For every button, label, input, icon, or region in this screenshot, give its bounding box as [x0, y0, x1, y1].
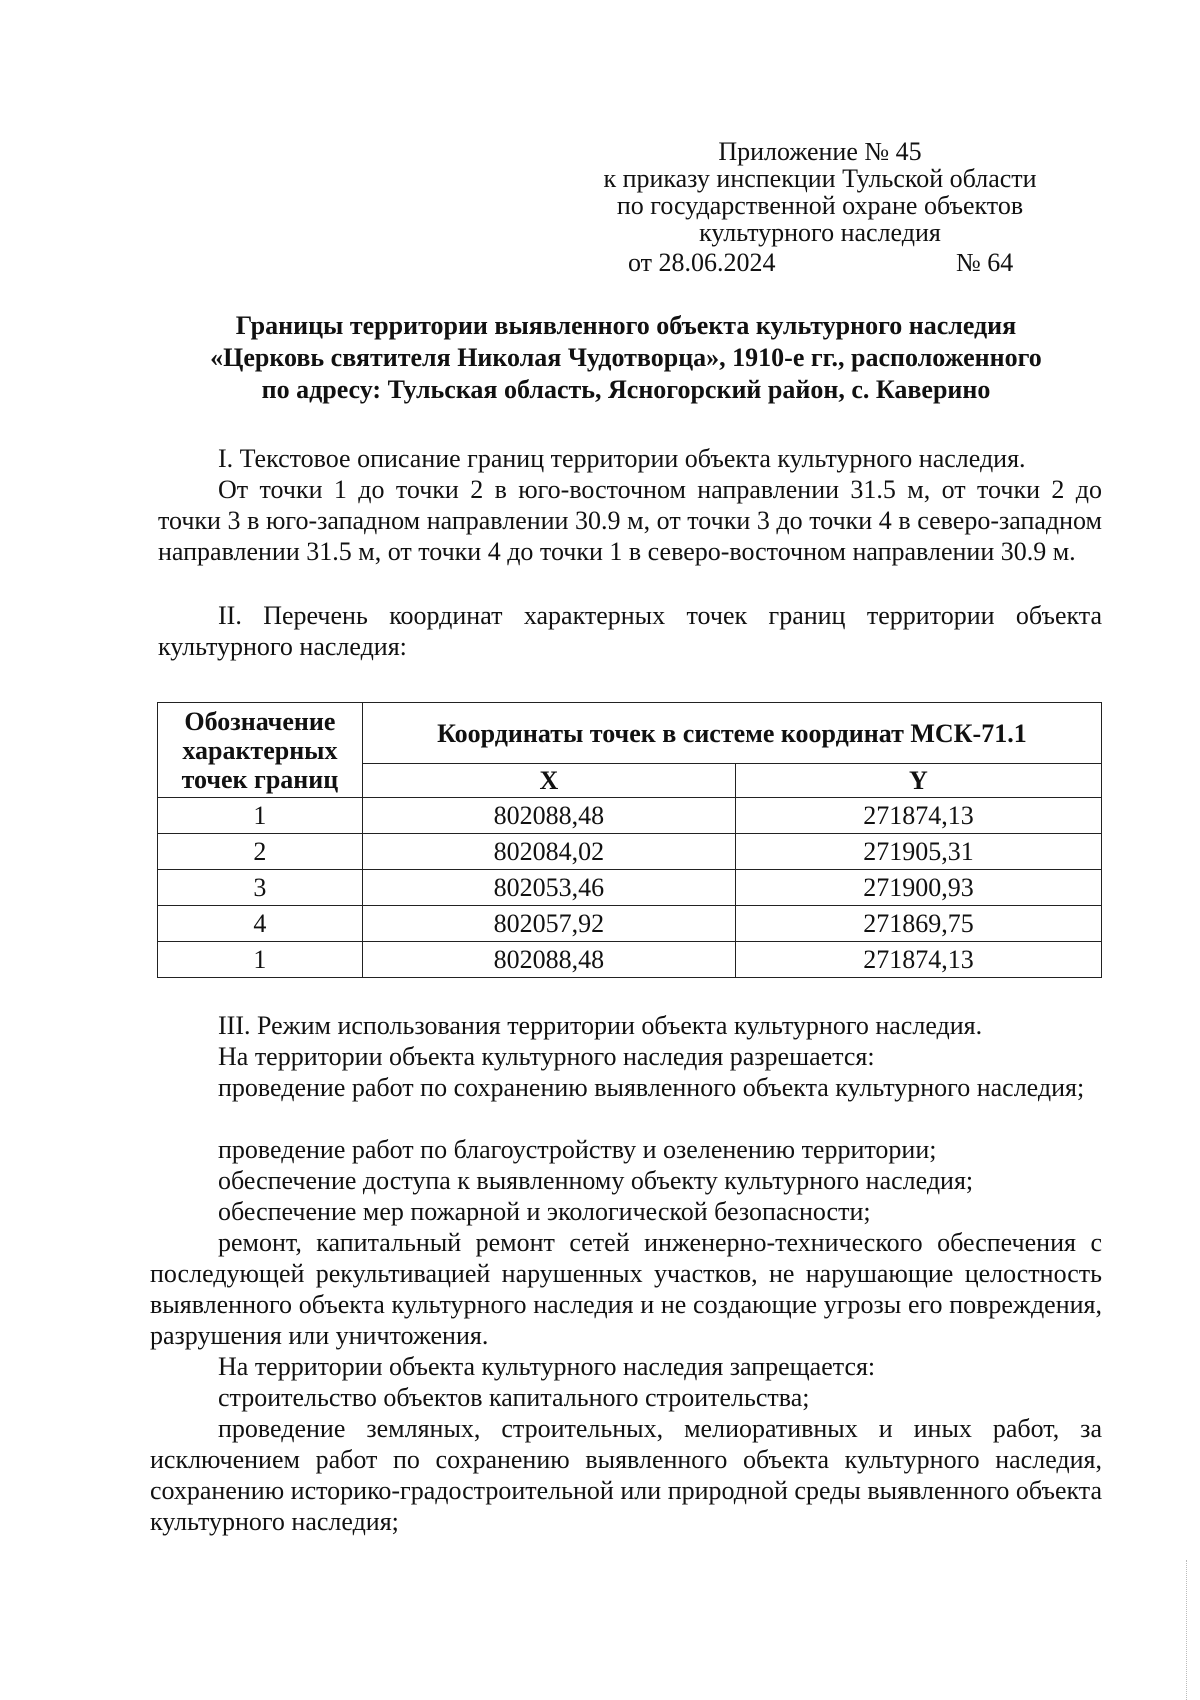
y-cell: 271869,75 [735, 906, 1101, 942]
table-row [158, 834, 1102, 870]
point-cell: 3 [158, 870, 363, 906]
scan-edge-mark [1186, 1560, 1188, 1700]
order-date: от 28.06.2024 [628, 248, 776, 277]
col-y-header: Y [735, 764, 1101, 798]
appendix-order-ref: к приказу инспекции Тульской области [603, 164, 1037, 193]
col-point-header: Обозначение характерных точек границ [158, 703, 363, 798]
point-cell: 4 [158, 906, 363, 942]
point-cell: 2 [158, 834, 363, 870]
col-coords-header: Координаты точек в системе координат МСК-71.1 [362, 703, 1101, 764]
order-number: № 64 [956, 248, 1014, 277]
forbidden-item-1: строительство объектов капитального строительства; [218, 1383, 810, 1412]
allowed-item-1: проведение работ по сохранению выявленного объекта культурного наследия; [218, 1073, 1085, 1102]
appendix-number: Приложение № 45 [718, 137, 922, 166]
y-cell: 271900,93 [735, 870, 1101, 906]
title-line-2: «Церковь святителя Николая Чудотворца», 1910-е гг., расположенного [210, 343, 1042, 372]
x-cell: 802084,02 [362, 834, 735, 870]
y-cell: 271874,13 [735, 942, 1101, 978]
coordinates-table [157, 702, 1102, 978]
point-cell: 1 [158, 942, 363, 978]
section1-text: От точки 1 до точки 2 в юго-восточном направлении 31.5 м, от точки 2 до точки 3 в юго-западном направлении 30.9 м, от точки 3 до точки 4 в северо-западном направлении 31.5 м, от точки 4 до точки 1 в северо-восточном направлении 30.9 м. [158, 475, 1102, 566]
appendix-header [540, 138, 1100, 246]
allowed-intro: На территории объекта культурного наследия разрешается: [218, 1042, 875, 1071]
x-cell: 802053,46 [362, 870, 735, 906]
table-row [158, 798, 1102, 834]
appendix-authority: по государственной охране объектов [616, 191, 1024, 220]
document-title [150, 310, 1102, 406]
table-row [158, 906, 1102, 942]
y-cell: 271874,13 [735, 798, 1101, 834]
forbidden-intro: На территории объекта культурного наследия запрещается: [218, 1352, 876, 1381]
section2-heading: II. Перечень координат характерных точек границ территории объекта культурного наследия: [158, 601, 1102, 661]
allowed-item-2: проведение работ по благоустройству и озеленению территории; [218, 1135, 937, 1164]
title-line-3: по адресу: Тульская область, Ясногорский район, с. Каверино [261, 375, 991, 404]
table-row [158, 870, 1102, 906]
x-cell: 802088,48 [362, 798, 735, 834]
allowed-item-3: обеспечение доступа к выявленному объекту культурного наследия; [218, 1166, 974, 1195]
section3-heading: III. Режим использования территории объекта культурного наследия. [218, 1011, 983, 1040]
table-header-row [158, 703, 1102, 764]
appendix-authority-cont: культурного наследия [699, 218, 941, 247]
col-x-header: X [362, 764, 735, 798]
x-cell: 802057,92 [362, 906, 735, 942]
title-line-1: Границы территории выявленного объекта культурного наследия [235, 311, 1017, 340]
table-row [158, 942, 1102, 978]
section1-heading: I. Текстовое описание границ территории объекта культурного наследия. [218, 444, 1026, 473]
forbidden-item-2: проведение земляных, строительных, мелиоративных и иных работ, за исключением работ по сохранению выявленного объекта культурного наследия, сохранению историко-градостроительной или природной среды выявленного объекта культурного наследия; [150, 1414, 1102, 1536]
point-cell: 1 [158, 798, 363, 834]
allowed-item-4: обеспечение мер пожарной и экологической безопасности; [218, 1197, 871, 1226]
x-cell: 802088,48 [362, 942, 735, 978]
y-cell: 271905,31 [735, 834, 1101, 870]
allowed-item-5: ремонт, капитальный ремонт сетей инженерно-технического обеспечения с последующей рекультивацией нарушенных участков, не нарушающие целостность выявленного объекта культурного наследия и не создающие угрозы его повреждения, разрушения или уничтожения. [150, 1228, 1102, 1350]
